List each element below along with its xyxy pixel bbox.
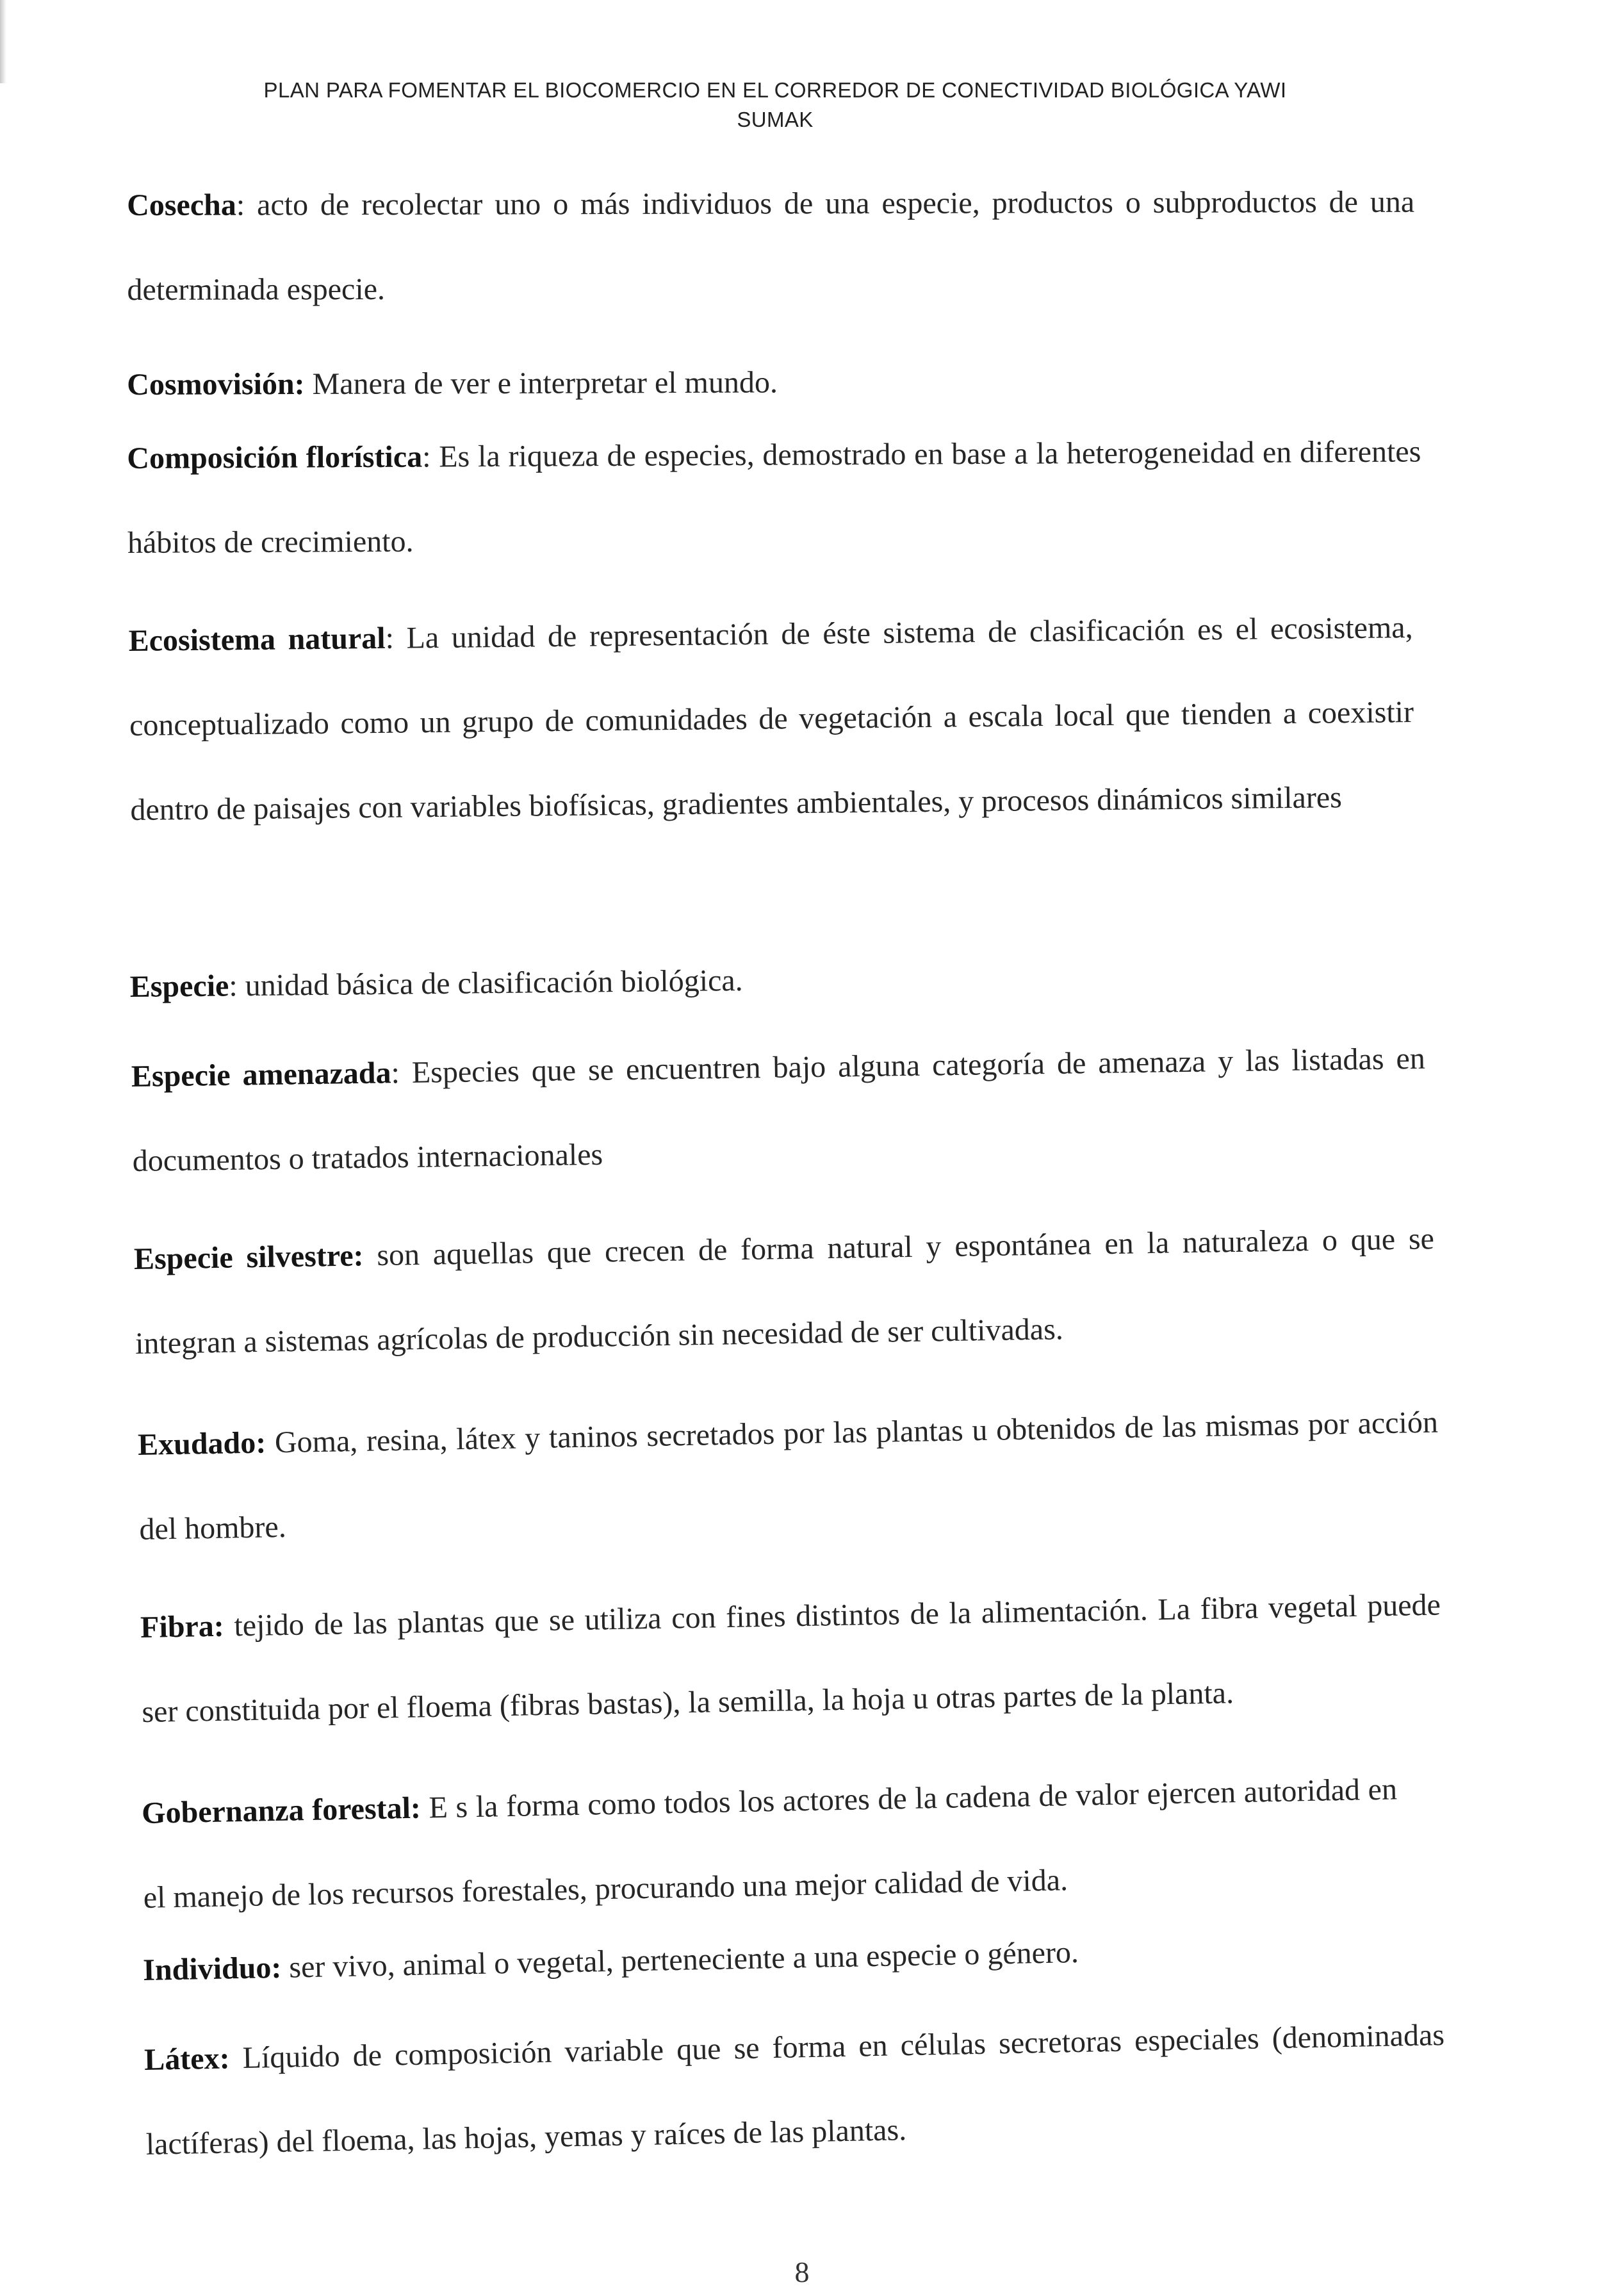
glossary-definition: Líquido de composición variable que se forma en células secretoras especiales (denominadas lactíferas) del floema, las hojas, yemas y raíces de las plantas. bbox=[145, 2018, 1445, 2161]
glossary-definition: Goma, resina, látex y taninos secretados por las plantas u obtenidos de las mismas por acción del hombre. bbox=[138, 1405, 1439, 1546]
glossary-term: Especie amenazada bbox=[131, 1056, 391, 1094]
glossary-term: Fibra: bbox=[140, 1609, 225, 1644]
glossary-term: Cosmovisión: bbox=[127, 367, 305, 402]
glossary-entry-latex bbox=[143, 1993, 1447, 2187]
glossary-term: Especie bbox=[129, 969, 229, 1004]
glossary-definition: La unidad de representación de éste sistema de clasificación es el ecosistema, conceptualizado como un grupo de comunidades de vegetación a escala local que tienden a coexistir dentro de paisajes con variables biofísicas, gradientes ambientales, y procesos dinámicos similares bbox=[129, 611, 1414, 827]
glossary-term: Ecosistema natural bbox=[128, 621, 386, 658]
glossary-entry-composicion-floristica: Composición florística: Es la riqueza de especies, demostrado en base a la heterogeneidad en diferentes hábitos de crecimiento. bbox=[127, 434, 1421, 560]
page-number: 8 bbox=[794, 2256, 810, 2288]
scan-edge-shadow bbox=[0, 0, 6, 83]
glossary-entry-fibra bbox=[140, 1563, 1443, 1755]
glossary-entry-especie-silvestre bbox=[133, 1197, 1436, 1386]
glossary-definition: Especies que se encuentren bajo alguna categoría de amenaza y las listadas en documentos o tratados internacionales bbox=[132, 1041, 1426, 1178]
glossary-entry-ecosistema-natural: Ecosistema natural: La unidad de representación de éste sistema de clasificación es el ecosistema, conceptualizado como un grupo de comunidades de vegetación a escala local que tienden a coexistir dentro de paisajes con variables biofísicas, gradientes ambientales, y procesos dinámicos similares bbox=[128, 611, 1414, 827]
glossary-entry-especie: Especie: unidad básica de clasificación biológica. bbox=[129, 963, 743, 1004]
glossary-term: Cosecha bbox=[127, 188, 236, 222]
glossary-entry-cosecha: Cosecha: acto de recolectar uno o más individuos de una especie, productos o subproductos de una determinada especie. bbox=[127, 184, 1415, 307]
glossary-entry-exudado bbox=[137, 1381, 1440, 1572]
glossary-term: Especie silvestre: bbox=[133, 1238, 364, 1276]
glossary-definition: Es la riqueza de especies, demostrado en base a la heterogeneidad en diferentes hábitos de crecimiento. bbox=[127, 434, 1421, 560]
glossary-term: Composición florística bbox=[127, 439, 423, 475]
glossary-term: Gobernanza forestal: bbox=[141, 1791, 421, 1830]
glossary-definition: Manera de ver e interpretar el mundo. bbox=[312, 365, 778, 401]
glossary-definition: tejido de las plantas que se utiliza con fines distintos de la alimentación. La fibra vegetal puede ser constituida por el floema (fibras bastas), la semilla, la hoja u otras partes de la planta. bbox=[141, 1587, 1441, 1729]
glossary-definition: acto de recolectar uno o más individuos de una especie, productos o subproductos de una determinada especie. bbox=[127, 184, 1415, 307]
glossary-term: Exudado: bbox=[137, 1425, 266, 1462]
running-header bbox=[77, 76, 1473, 135]
glossary-definition: unidad básica de clasificación biológica. bbox=[245, 963, 743, 1003]
header-line-2: SUMAK bbox=[737, 108, 814, 131]
glossary-definition: son aquellas que crecen de forma natural y espontánea en la naturaleza o que se integran a sistemas agrícolas de producción sin necesidad de ser cultivadas. bbox=[135, 1222, 1435, 1361]
glossary-entry-especie-amenazada: Especie amenazada: Especies que se encuentren bajo alguna categoría de amenaza y las listadas en documentos o tratados internacionales bbox=[131, 1041, 1426, 1178]
glossary-definition: E s la forma como todos los actores de la cadena de valor ejercen autoridad en el manejo de los recursos forestales, procurando una mejor calidad de vida. bbox=[143, 1772, 1398, 1915]
glossary-term: Látex: bbox=[143, 2041, 231, 2077]
header-line-1: PLAN PARA FOMENTAR EL BIOCOMERCIO EN EL CORREDOR DE CONECTIVIDAD BIOLÓGICA YAWI bbox=[263, 78, 1287, 102]
glossary-term: Individuo: bbox=[142, 1950, 282, 1987]
glossary-definition: ser vivo, animal o vegetal, perteneciente a una especie o género. bbox=[288, 1935, 1079, 1985]
